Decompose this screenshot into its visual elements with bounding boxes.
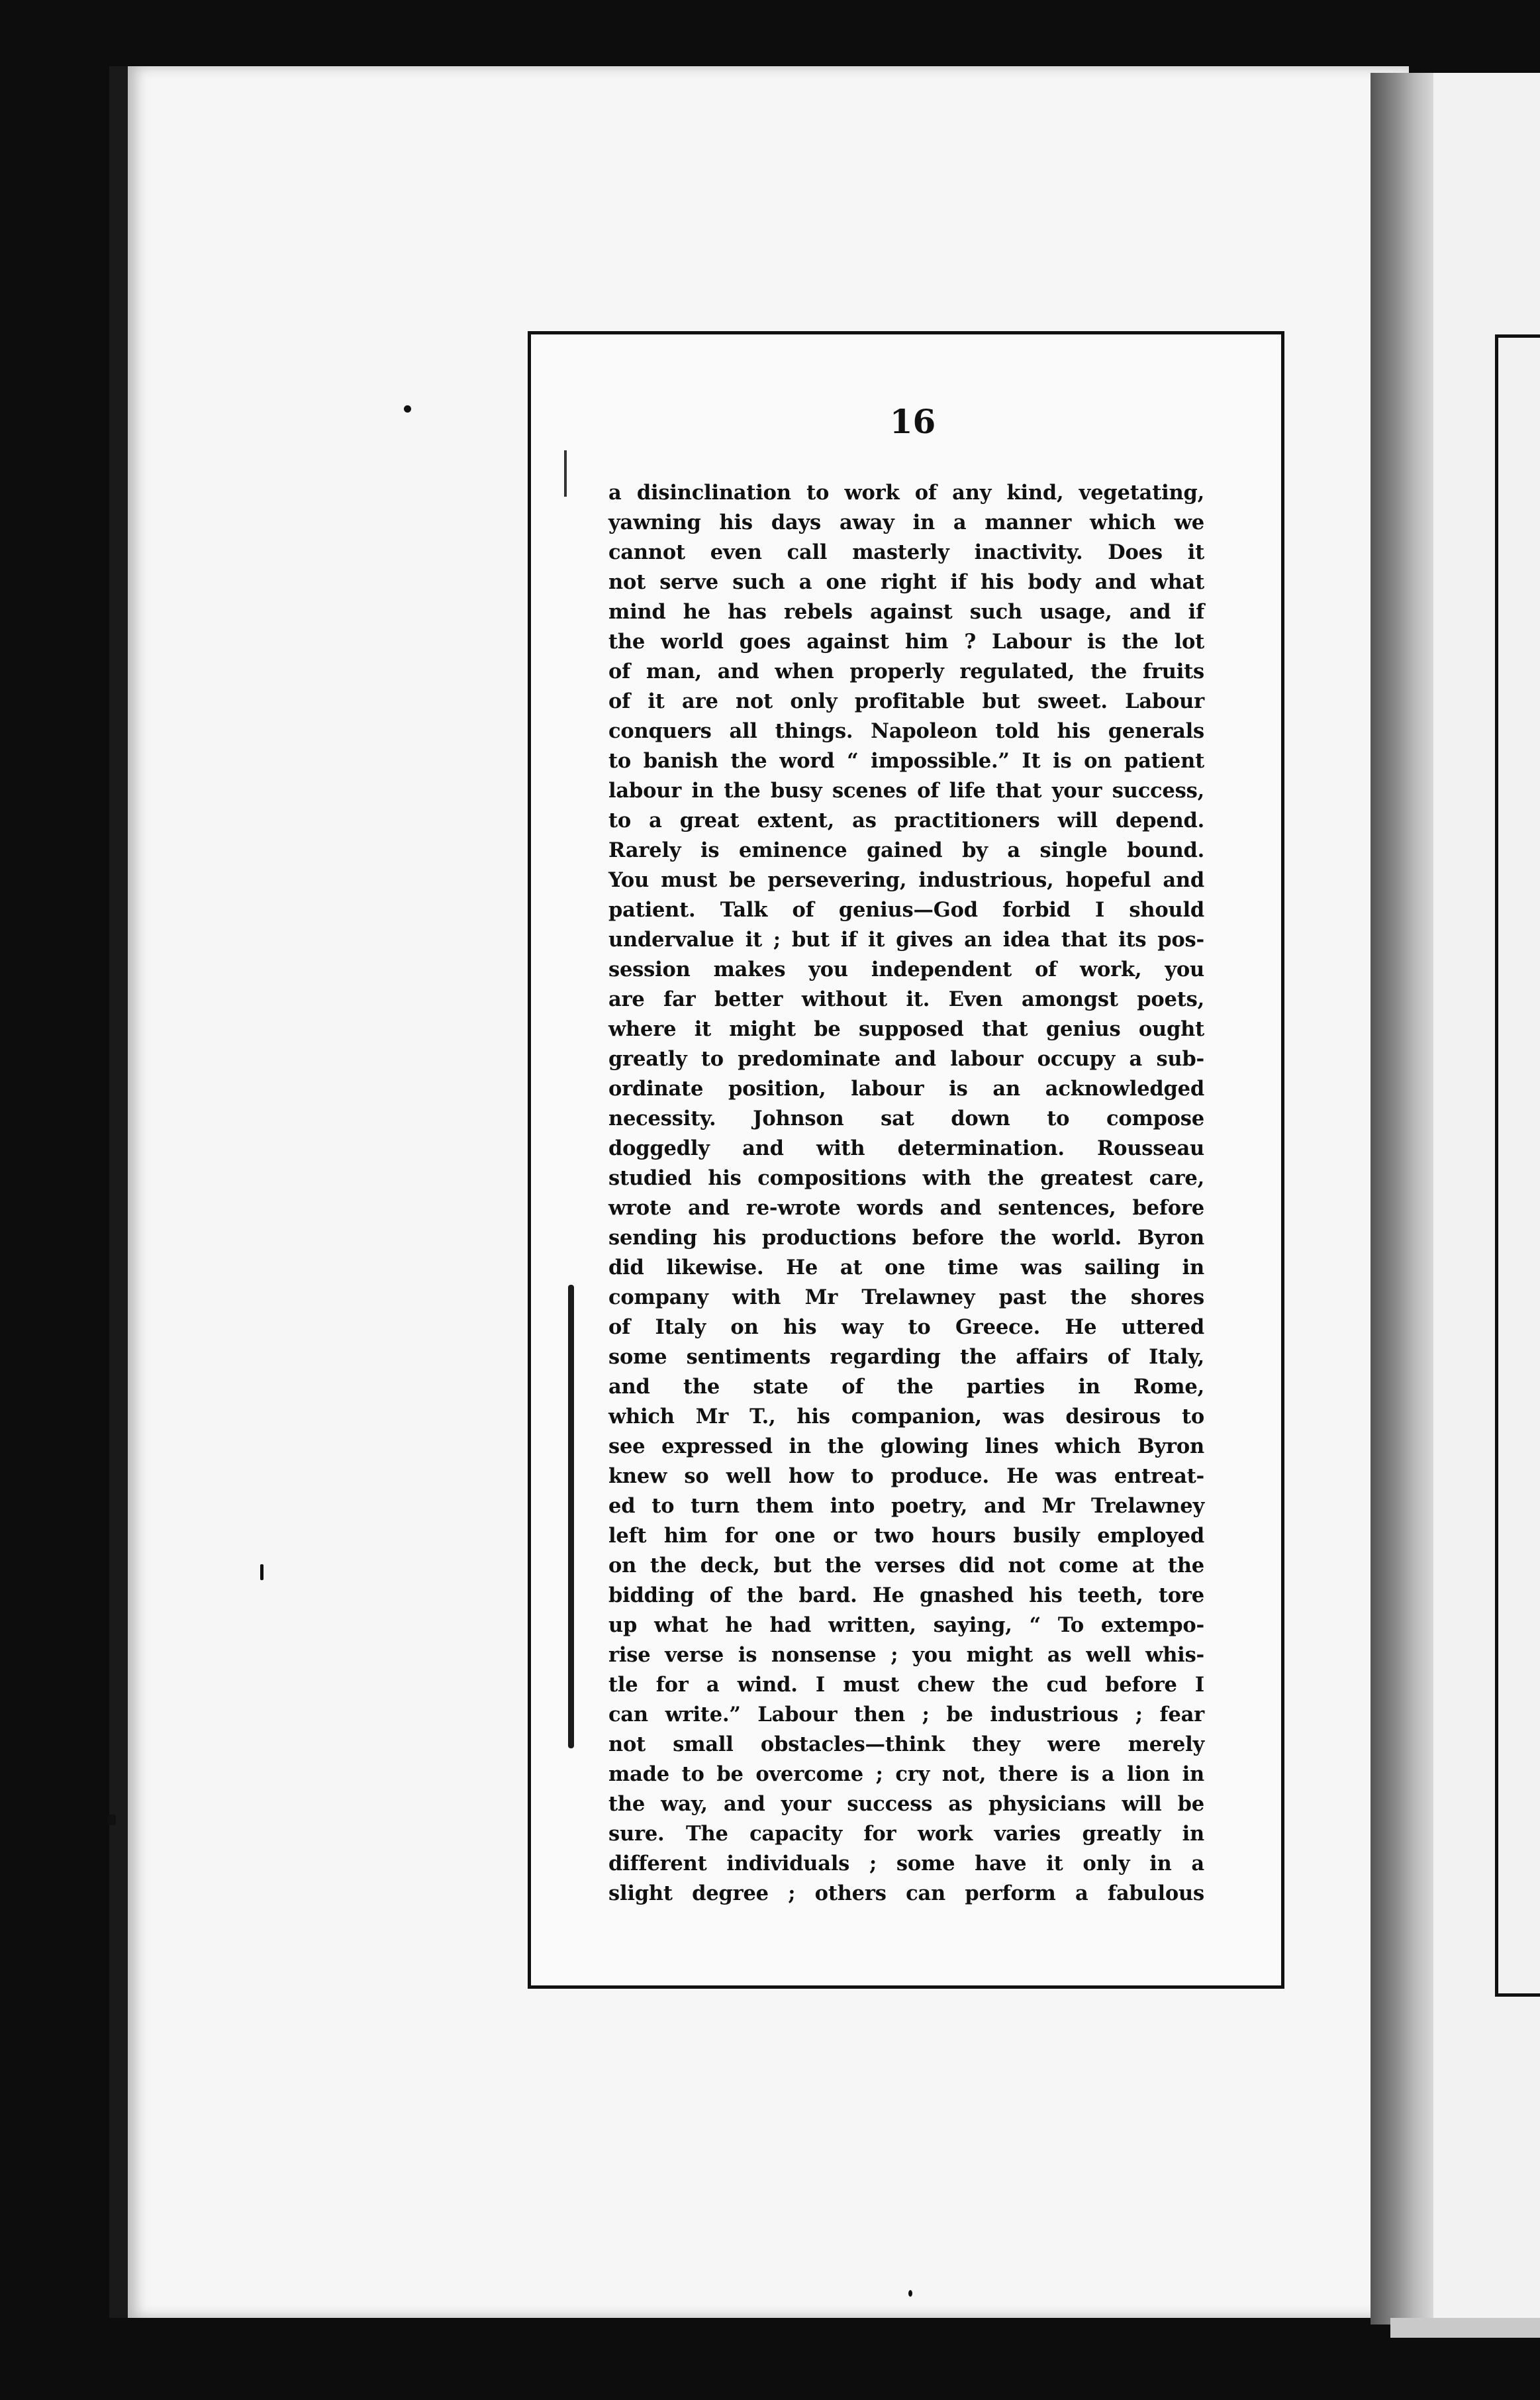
- text-line: Rarely is eminence gained by a single bound.: [608, 838, 1204, 862]
- text-line: see expressed in the glowing lines which Byron: [608, 1434, 1204, 1458]
- text-line: undervalue it ; but if it gives an idea that its pos-: [608, 928, 1204, 952]
- text-line: yawning his days away in a manner which we: [608, 511, 1204, 534]
- text-line: labour in the busy scenes of life that your success,: [608, 779, 1204, 803]
- text-line: slight degree ; others can perform a fabulous: [608, 1881, 1204, 1905]
- text-line: tle for a wind. I must chew the cud before I: [608, 1673, 1204, 1697]
- text-line: session makes you independent of work, you: [608, 958, 1204, 981]
- text-line: not serve such a one right if his body and what: [608, 570, 1204, 594]
- text-line: doggedly and with determination. Rousseau: [608, 1136, 1204, 1160]
- ink-speck: [404, 405, 411, 413]
- ink-speck: [260, 1564, 264, 1580]
- text-line: mind he has rebels against such usage, and if: [608, 600, 1204, 624]
- text-line: of man, and when properly regulated, the fruits: [608, 660, 1204, 683]
- text-line: the world goes against him ? Labour is the lot: [608, 630, 1204, 654]
- text-line: company with Mr Trelawney past the shores: [608, 1285, 1204, 1309]
- text-line: a disinclination to work of any kind, vegetating,: [608, 481, 1204, 505]
- text-line: rise verse is nonsense ; you might as well whis-: [608, 1643, 1204, 1667]
- text-line: knew so well how to produce. He was entreat-: [608, 1464, 1204, 1488]
- text-line: sending his productions before the world. Byron: [608, 1226, 1204, 1250]
- text-line: are far better without it. Even amongst poets,: [608, 987, 1204, 1011]
- text-line: cannot even call masterly inactivity. Does it: [608, 540, 1204, 564]
- text-line: some sentiments regarding the affairs of Italy,: [608, 1345, 1204, 1369]
- text-line: of it are not only profitable but sweet. Labour: [608, 689, 1204, 713]
- margin-marker-line: [568, 1285, 574, 1748]
- text-line: can write.” Labour then ; be industrious ; fear: [608, 1703, 1204, 1726]
- text-line: where it might be supposed that genius ought: [608, 1017, 1204, 1041]
- text-line: up what he had written, saying, “ To extempo-: [608, 1613, 1204, 1637]
- text-line: necessity. Johnson sat down to compose: [608, 1107, 1204, 1130]
- page-bottom-edge: [1390, 2318, 1540, 2338]
- ink-speck: [908, 2290, 912, 2297]
- text-frame: [528, 331, 1284, 1989]
- margin-mark: [564, 450, 567, 497]
- text-line: bidding of the bard. He gnashed his teeth, tore: [608, 1583, 1204, 1607]
- text-line: made to be overcome ; cry not, there is a lion in: [608, 1762, 1204, 1786]
- facing-page-frame: [1495, 334, 1540, 1997]
- text-line: not small obstacles—think they were merely: [608, 1732, 1204, 1756]
- text-line: studied his compositions with the greatest care,: [608, 1166, 1204, 1190]
- text-line: patient. Talk of genius—God forbid I should: [608, 898, 1204, 922]
- text-line: and the state of the parties in Rome,: [608, 1375, 1204, 1399]
- text-line: greatly to predominate and labour occupy a sub-: [608, 1047, 1204, 1071]
- text-line: sure. The capacity for work varies greatly in: [608, 1822, 1204, 1846]
- text-line: of Italy on his way to Greece. He uttered: [608, 1315, 1204, 1339]
- ink-speck: [108, 1815, 116, 1825]
- text-line: did likewise. He at one time was sailing in: [608, 1256, 1204, 1279]
- page-number: 16: [889, 402, 936, 441]
- text-line: wrote and re-wrote words and sentences, before: [608, 1196, 1204, 1220]
- text-line: ordinate position, labour is an acknowledged: [608, 1077, 1204, 1101]
- text-line: to a great extent, as practitioners will depend.: [608, 809, 1204, 832]
- text-line: on the deck, but the verses did not come at the: [608, 1554, 1204, 1577]
- book-gutter: [1371, 73, 1433, 2325]
- text-line: left him for one or two hours busily employed: [608, 1524, 1204, 1548]
- text-line: which Mr T., his companion, was desirous to: [608, 1405, 1204, 1428]
- text-line: different individuals ; some have it only in a: [608, 1852, 1204, 1875]
- text-line: to banish the word “ impossible.” It is on patient: [608, 749, 1204, 773]
- body-text: [608, 478, 1204, 1909]
- text-line: conquers all things. Napoleon told his generals: [608, 719, 1204, 743]
- text-line: You must be persevering, industrious, hopeful and: [608, 868, 1204, 892]
- text-line: ed to turn them into poetry, and Mr Trelawney: [608, 1494, 1204, 1518]
- text-line: the way, and your success as physicians will be: [608, 1792, 1204, 1816]
